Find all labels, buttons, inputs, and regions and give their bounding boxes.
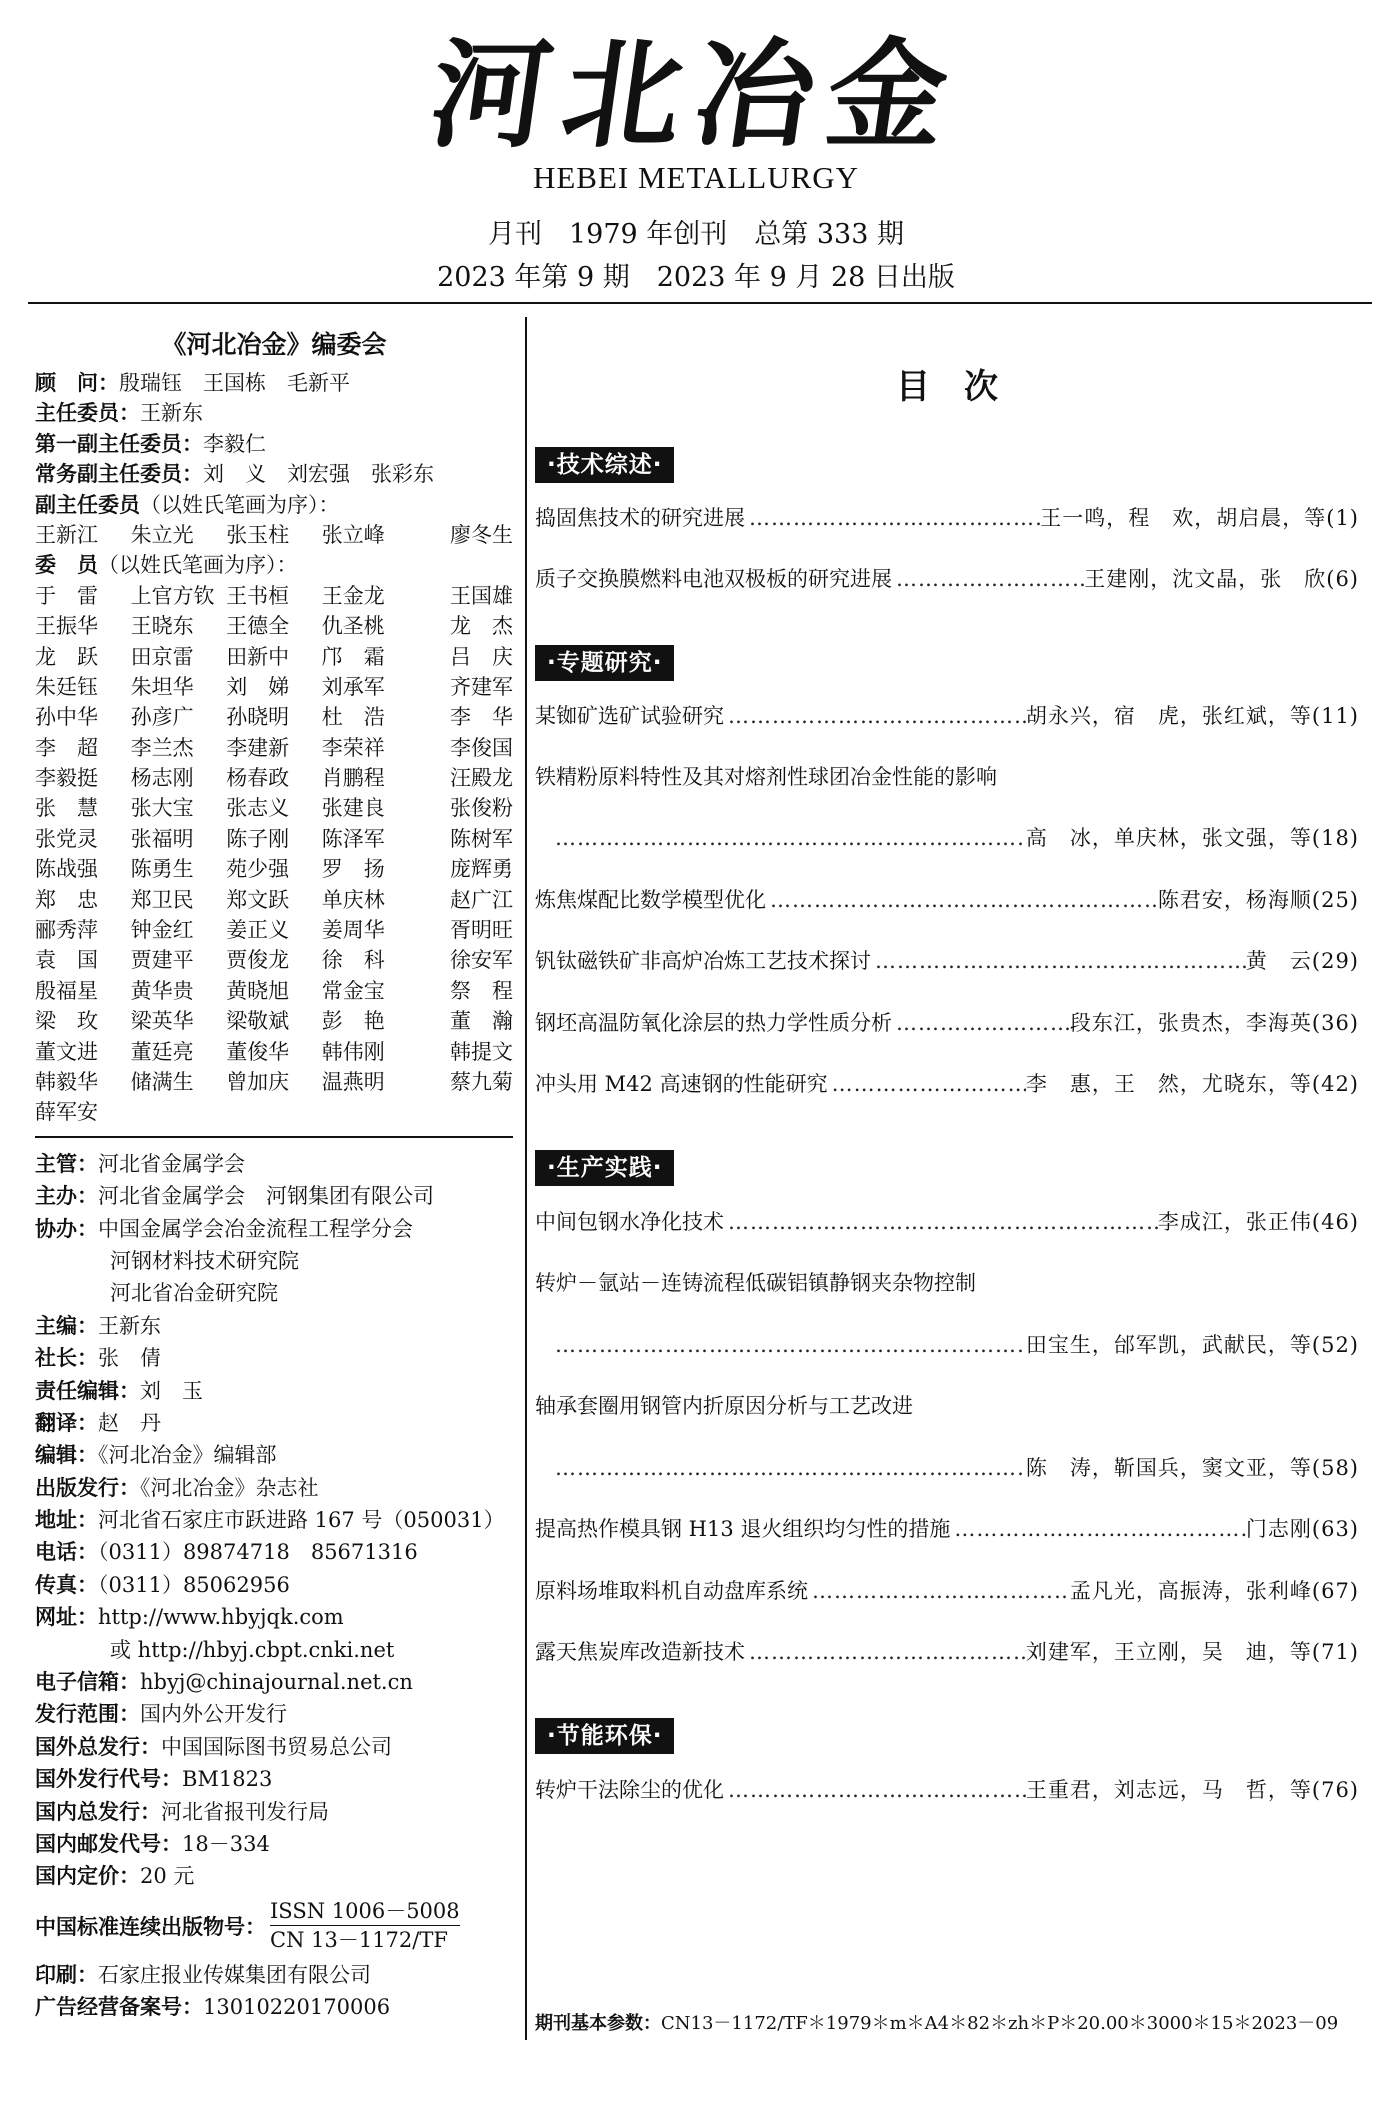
printer: 石家庄报业传媒集团有限公司 [98,1962,371,1987]
board-member: 常金宝 [321,978,385,1003]
supervisor: 河北省金属学会 [98,1151,245,1176]
foreign-code: BM1823 [182,1767,273,1792]
board-member: 庞辉勇 [449,857,513,882]
members-row-group [35,1097,513,1127]
exec-vice: 刘 义 刘宏强 张彩东 [203,462,434,487]
members-grid [35,581,513,1128]
article-authors: 田宝生，邰军凯，武献民，等(52) [1025,1333,1359,1357]
board-member: 梁 玫 [35,1009,98,1034]
article-authors: 李成江，张正伟(46) [1157,1210,1359,1234]
article-authors: 陈 涛，靳国兵，窦文亚，等(58) [1025,1456,1359,1480]
toc-entry[interactable] [535,1511,1359,1547]
advisors: 殷瑞钰 王国栋 毛新平 [119,371,350,395]
board-member: 董廷亮 [130,1039,194,1064]
members-row-group [35,824,513,854]
article-authors: 门志刚(63) [1245,1517,1359,1541]
board-member: 于 雷 [35,583,98,608]
article-authors: 陈君安，杨海顺(25) [1157,888,1359,912]
address-label: 地址： [35,1508,98,1533]
postal-code: 18－334 [182,1831,270,1856]
members-row-group [35,1037,513,1067]
toc-title: 目 次 [896,367,998,407]
board-member: 董 瀚 [449,1009,513,1034]
members-row-group [35,1006,513,1036]
board-member: 齐建军 [449,674,513,699]
toc-entry[interactable] [535,943,1359,979]
article-title: 露天焦炭库改造新技术 [535,1640,745,1664]
section-heading: ·节能环保· [535,1718,674,1754]
president: 张 倩 [98,1346,161,1371]
article-title: 质子交换膜燃料电池双极板的研究进展 [535,567,892,591]
toc-entry[interactable] [535,1388,1359,1424]
params-label: 期刊基本参数： [535,2013,661,2034]
toc-entry-continued[interactable] [535,1327,1359,1363]
board-member: 殷福星 [35,978,98,1003]
board-member: 张建良 [321,796,385,821]
editor: 王新东 [98,1313,161,1338]
params-value: CN13－1172/TF＊1979＊m＊A4＊82＊zh＊P＊20.00＊3000＊15＊2023－09 [661,2013,1339,2034]
board-member: 朱坦华 [130,674,194,699]
domestic-dist: 河北省报刊发行局 [161,1799,329,1824]
vice-label: 副主任委员 [35,492,140,517]
article-authors: 李 惠，王 然，尤晓东，等(42) [1025,1072,1359,1096]
article-authors: 高 冰，单庆林，张文强，等(18) [1025,826,1359,850]
section-heading: ·专题研究· [535,645,674,681]
vice-member: 廖冬生 [449,522,513,547]
director-label: 主任委员： [35,401,140,426]
board-member: 朱廷钰 [35,674,98,699]
email-label: 电子信箱： [35,1670,140,1695]
fax-label: 传真： [35,1572,98,1597]
vice-note: （以姓氏笔画为序）： [140,492,340,517]
members-row-group [35,672,513,702]
exec-vice-row [35,459,513,489]
board-member: 上官方钦 [130,583,215,608]
article-title: 钒钛磁铁矿非高炉冶炼工艺技术探讨 [535,949,871,973]
board-member: 李 华 [449,705,513,730]
board-divider [35,1136,513,1138]
article-title: 提高热作模具钢 H13 退火组织均匀性的措施 [535,1517,951,1541]
board-member: 吕 庆 [449,644,513,669]
board-member: 杜 浩 [321,705,385,730]
price: 20 元 [140,1864,195,1889]
members-row [35,550,513,580]
members-label: 委 员 [35,553,98,578]
website-link-1[interactable]: http://www.hbyjqk.com [98,1605,344,1630]
phone: （0311）89874718 85671316 [98,1540,418,1565]
ad-label: 广告经营备案号： [35,1995,203,2020]
article-title: 冲头用 M42 高速钢的性能研究 [535,1072,828,1096]
board-member: 孙晓明 [226,705,290,730]
range-label: 发行范围： [35,1702,140,1727]
article-authors: 王重君，刘志远，马 哲，等(76) [1025,1778,1359,1802]
board-member: 王书桓 [226,583,290,608]
members-row-group [35,793,513,823]
board-member: 汪殿龙 [449,766,513,791]
board-member: 彭 艳 [321,1009,385,1034]
board-member: 韩提文 [449,1039,513,1064]
article-authors: 胡永兴，宿 虎，张红斌，等(11) [1025,704,1359,728]
board-member: 薛军安 [35,1100,98,1125]
toc-entry-continued[interactable] [535,1450,1359,1486]
fax: （0311）85062956 [98,1572,290,1597]
range: 国内外公开发行 [140,1702,287,1727]
members-row-group [35,1067,513,1097]
exec-vice-label: 常务副主任委员： [35,462,203,487]
board-member: 陈战强 [35,857,98,882]
toc-entry[interactable] [535,1265,1359,1301]
article-title: 炼焦煤配比数学模型优化 [535,888,766,912]
article-title: 转炉干法除尘的优化 [535,1778,724,1802]
members-row-group [35,763,513,793]
article-title: 钢坯高温防氧化涂层的热力学性质分析 [535,1011,892,1035]
board-member: 张 慧 [35,796,98,821]
board-member: 杨春政 [226,766,290,791]
foreign-code-label: 国外发行代号： [35,1767,182,1792]
toc-entry[interactable] [535,500,1359,536]
members-row-group [35,581,513,611]
resp-editor: 刘 玉 [140,1378,203,1403]
board-member: 郑 忠 [35,887,98,912]
board-member: 罗 扬 [321,857,385,882]
board-member: 徐 科 [321,948,385,973]
vice-members-grid [35,520,513,550]
board-member: 张俊粉 [449,796,513,821]
members-row-group [35,915,513,945]
board-member: 田新中 [226,644,290,669]
article-title: 某铷矿选矿试验研究 [535,704,724,728]
board-member: 李荣祥 [321,735,385,760]
toc-entry[interactable] [535,1204,1359,1240]
address: 河北省石家庄市跃进路 167 号（050031） [98,1508,505,1533]
members-row-group [35,702,513,732]
board-member: 温燕明 [321,1069,385,1094]
board-title: 《河北冶金》编委会 [161,330,387,359]
toc-entry[interactable] [535,561,1359,597]
board-member: 郑文跃 [226,887,290,912]
ad-number: 13010220170006 [203,1995,391,2020]
website-link-2[interactable]: 或 http://hbyj.cbpt.cnki.net [110,1637,395,1662]
members-row-group [35,854,513,884]
board-member: 张志义 [226,796,290,821]
board-member: 李兰杰 [130,735,194,760]
board-member: 单庆林 [321,887,385,912]
co-sponsor-1: 中国金属学会冶金流程工程学分会 [98,1216,413,1241]
postal-code-label: 国内邮发代号： [35,1831,182,1856]
board-member: 姜正义 [226,918,290,943]
toc-entry[interactable] [535,1066,1359,1102]
board-member: 王德全 [226,614,290,639]
board-member: 田京雷 [130,644,194,669]
vice-row [35,490,513,520]
issn-label: 中国标准连续出版物号： [35,1914,266,1939]
co-sponsor-label: 协办： [35,1216,98,1241]
board-member: 李 超 [35,735,98,760]
article-authors: 黄 云(29) [1245,949,1359,973]
issue-line-1: 月刊 1979 年创刊 总第 333 期 [488,219,904,250]
board-member: 张福明 [130,826,194,851]
board-member: 祭 程 [449,978,513,1003]
board-member: 姜周华 [321,918,385,943]
board-member: 李建新 [226,735,290,760]
price-label: 国内定价： [35,1864,140,1889]
members-row-group [35,642,513,672]
masthead [0,0,1392,300]
board-member: 胥明旺 [449,918,513,943]
board-member: 郦秀萍 [35,918,98,943]
board-member: 董文进 [35,1039,98,1064]
members-row-group [35,976,513,1006]
co-sponsor-3: 河北省冶金研究院 [110,1281,278,1306]
article-authors: 孟凡光，高振涛，张利峰(67) [1069,1579,1359,1603]
distributor: 《河北冶金》杂志社 [140,1475,319,1500]
sponsor: 河北省金属学会 河钢集团有限公司 [98,1184,434,1209]
co-sponsor-2: 河钢材料技术研究院 [110,1248,299,1273]
members-row-group [35,885,513,915]
toc-entry[interactable] [535,1573,1359,1609]
foreign-dist-label: 国外总发行： [35,1734,161,1759]
board-member: 苑少强 [226,857,290,882]
board-member: 韩伟刚 [321,1039,385,1064]
director-row [35,398,513,428]
advisors-row [35,368,513,398]
board-member: 贾建平 [130,948,194,973]
article-authors: 段东江，张贵杰，李海英(36) [1069,1011,1359,1035]
vice-member: 朱立光 [130,522,194,547]
board-member: 黄华贵 [130,978,194,1003]
article-title: 轴承套圈用钢管内折原因分析与工艺改进 [535,1394,913,1418]
board-member: 张党灵 [35,826,98,851]
domestic-dist-label: 国内总发行： [35,1799,161,1824]
section-heading: ·生产实践· [535,1150,674,1186]
article-title: 中间包钢水净化技术 [535,1210,724,1234]
board-member: 王晓东 [130,614,194,639]
board-member: 王振华 [35,614,98,639]
board-member: 赵广江 [449,887,513,912]
editing: 《河北冶金》编辑部 [98,1443,277,1468]
director: 王新东 [140,401,203,426]
article-title: 捣固焦技术的研究进展 [535,506,745,530]
board-member: 黄晓旭 [226,978,290,1003]
vice-member: 王新江 [35,522,98,547]
board-member: 梁英华 [130,1009,194,1034]
article-authors: 王建刚，沈文晶，张 欣(6) [1084,567,1359,591]
board-member: 曾加庆 [226,1069,290,1094]
president-label: 社长： [35,1346,98,1371]
board-member: 贾俊龙 [226,948,290,973]
foreign-dist: 中国国际图书贸易总公司 [161,1734,392,1759]
board-member: 钟金红 [130,918,194,943]
board-member: 袁 国 [35,948,98,973]
board-member: 杨志刚 [130,766,194,791]
toc-entry[interactable] [535,1005,1359,1041]
article-title: 铁精粉原料特性及其对熔剂性球团冶金性能的影响 [535,765,997,789]
toc-entry-continued[interactable] [535,820,1359,856]
first-vice-label: 第一副主任委员： [35,431,203,456]
issn-row [35,1893,513,1959]
resp-editor-label: 责任编辑： [35,1378,140,1403]
english-title: HEBEI METALLURGY [532,160,860,195]
header-divider [28,302,1372,304]
toc-entry[interactable] [535,1634,1359,1670]
editorial-board-column [35,322,513,2024]
journal-parameters [535,2009,1338,2035]
toc-entry[interactable] [535,698,1359,734]
editor-label: 主编： [35,1313,98,1338]
sponsor-label: 主办： [35,1184,98,1209]
article-title: 原料场堆取料机自动盘库系统 [535,1579,808,1603]
distributor-label: 出版发行： [35,1475,140,1500]
board-member: 孙中华 [35,705,98,730]
board-member: 陈泽军 [321,826,385,851]
vice-member: 张玉柱 [226,522,290,547]
board-member: 梁敬斌 [226,1009,290,1034]
board-member: 储满生 [130,1069,194,1094]
board-member: 邝 霜 [321,644,385,669]
phone-label: 电话： [35,1540,98,1565]
board-member: 肖鹏程 [321,766,385,791]
board-member: 郑卫民 [130,887,194,912]
members-row-group [35,733,513,763]
board-member: 董俊华 [226,1039,290,1064]
toc-entry[interactable] [535,1772,1359,1808]
board-member: 李俊国 [449,735,513,760]
members-note: （以姓氏笔画为序）： [98,553,298,578]
vice-member: 张立峰 [321,522,385,547]
first-vice-row [35,429,513,459]
translator-label: 翻译： [35,1410,98,1435]
board-member: 刘 娣 [226,674,290,699]
article-title: 转炉－氩站－连铸流程低碳铝镇静钢夹杂物控制 [535,1271,976,1295]
board-member: 韩毅华 [35,1069,98,1094]
members-row-group [35,611,513,641]
column-divider [525,317,527,2040]
board-member: 李毅挺 [35,766,98,791]
board-member: 陈勇生 [130,857,194,882]
advisors-label: 顾 问： [35,371,119,395]
board-member: 孙彦广 [130,705,194,730]
supervisor-label: 主管： [35,1151,98,1176]
board-member: 仇圣桃 [321,614,385,639]
publisher-info [35,1148,513,2024]
email-link[interactable]: hbyj@chinajournal.net.cn [140,1670,413,1695]
journal-logo: 河北冶金 [422,25,970,164]
board-member: 徐安军 [449,948,513,973]
editing-label: 编辑： [35,1443,98,1468]
article-authors: 刘建军，王立刚，吴 迪，等(71) [1025,1640,1359,1664]
issue-line-2: 2023 年第 9 期 2023 年 9 月 28 日出版 [437,262,955,293]
article-authors: 王一鸣，程 欢，胡启晨，等(1) [1040,506,1359,530]
first-vice: 李毅仁 [203,431,266,456]
issn: ISSN 1006－5008 [270,1897,460,1926]
printer-label: 印刷： [35,1962,98,1987]
section-heading: ·技术综述· [535,447,674,483]
board-member: 龙 跃 [35,644,98,669]
board-member: 龙 杰 [449,614,513,639]
board-member: 陈子刚 [226,826,290,851]
cn-number: CN 13－1172/TF [270,1928,448,1953]
website-label: 网址： [35,1605,98,1630]
board-member: 王国雄 [449,583,513,608]
members-row-group [35,945,513,975]
toc-entry[interactable] [535,759,1359,795]
translator: 赵 丹 [98,1410,161,1435]
board-member: 张大宝 [130,796,194,821]
board-member: 蔡九菊 [449,1069,513,1094]
board-member: 王金龙 [321,583,385,608]
toc-entry[interactable] [535,882,1359,918]
board-member: 刘承军 [321,674,385,699]
board-member: 陈树军 [449,826,513,851]
